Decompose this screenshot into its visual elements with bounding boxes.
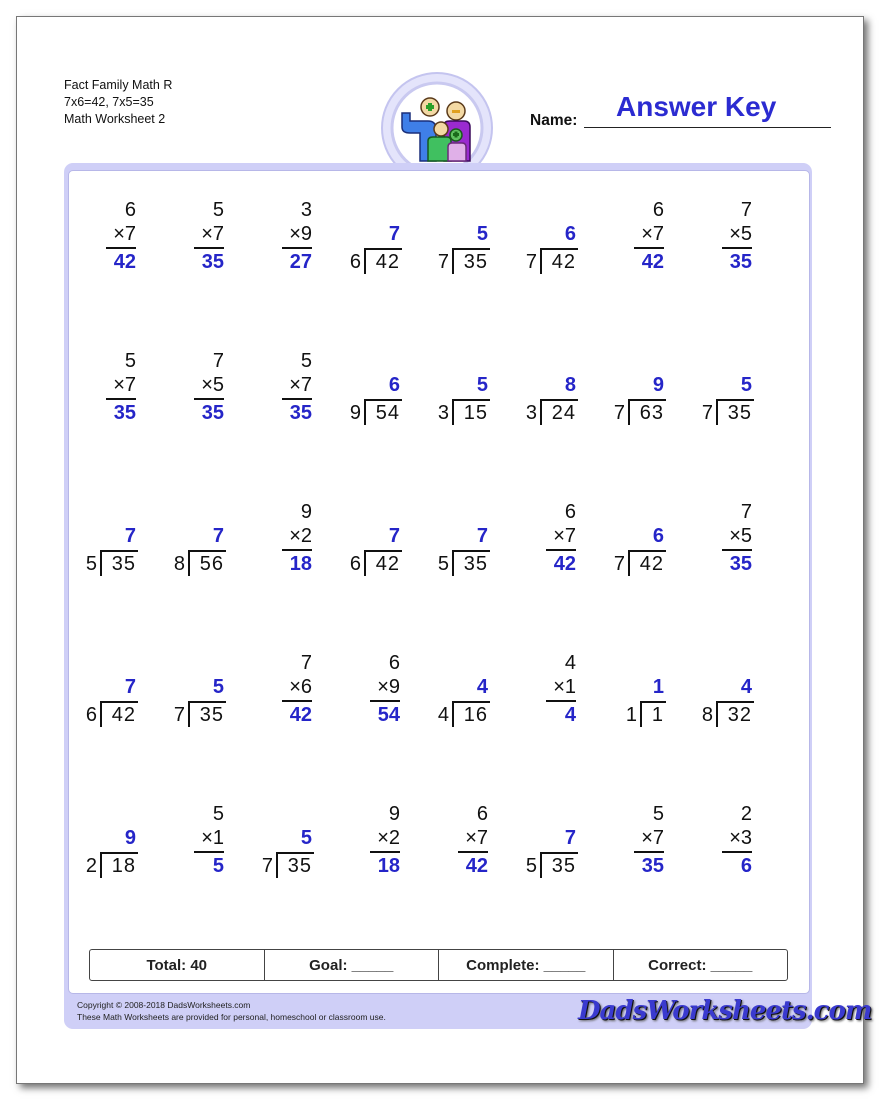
name-underline <box>584 127 831 128</box>
division-problem <box>58 651 136 731</box>
quotient-answer: 5 <box>212 676 224 698</box>
worksheet-title: Fact Family Math R <box>64 78 173 92</box>
brand-logo: DadsWorksheets.com <box>578 996 872 1026</box>
factor-top: 6 <box>388 652 400 674</box>
product-answer: 35 <box>641 855 664 877</box>
factor-top: 7 <box>212 350 224 372</box>
product-line <box>634 247 664 249</box>
division-problem <box>146 651 224 731</box>
factor-top: 5 <box>212 803 224 825</box>
factor-bottom: ×5 <box>729 223 752 245</box>
divisor: 7 <box>613 553 625 575</box>
score-complete[interactable]: Complete: _____ <box>439 950 614 980</box>
divisor: 5 <box>525 855 537 877</box>
factor-top: 4 <box>564 652 576 674</box>
usage-notice: These Math Worksheets are provided for personal, homeschool or classroom use. <box>77 1012 386 1022</box>
factor-bottom: ×7 <box>553 525 576 547</box>
product-answer: 42 <box>465 855 488 877</box>
divisor: 9 <box>349 402 361 424</box>
quotient-answer: 5 <box>476 223 488 245</box>
factor-top: 6 <box>124 199 136 221</box>
copyright-text: Copyright © 2008-2018 DadsWorksheets.com <box>77 1000 251 1010</box>
score-total: Total: 40 <box>90 950 265 980</box>
factor-top: 5 <box>212 199 224 221</box>
factor-bottom: ×1 <box>201 827 224 849</box>
product-answer: 18 <box>289 553 312 575</box>
divisor: 5 <box>437 553 449 575</box>
division-problem <box>322 500 400 580</box>
factor-bottom: ×7 <box>289 374 312 396</box>
division-problem <box>674 651 752 731</box>
factor-top: 5 <box>652 803 664 825</box>
dividend: 42 <box>375 553 400 575</box>
division-problem <box>410 651 488 731</box>
multiplication-problem <box>58 349 136 429</box>
quotient-answer: 7 <box>124 676 136 698</box>
product-line <box>282 700 312 702</box>
divisor: 6 <box>85 704 97 726</box>
divisor: 2 <box>85 855 97 877</box>
multiplication-problem <box>146 198 224 278</box>
divisor: 7 <box>613 402 625 424</box>
dividend: 35 <box>727 402 752 424</box>
product-answer: 54 <box>377 704 400 726</box>
multiplication-problem <box>586 198 664 278</box>
quotient-answer: 7 <box>388 223 400 245</box>
factor-top: 9 <box>388 803 400 825</box>
division-problem <box>58 500 136 580</box>
factor-bottom: ×5 <box>201 374 224 396</box>
product-answer: 35 <box>729 251 752 273</box>
product-answer: 42 <box>113 251 136 273</box>
product-line <box>546 700 576 702</box>
factor-bottom: ×2 <box>289 525 312 547</box>
factor-top: 7 <box>740 199 752 221</box>
divisor: 7 <box>173 704 185 726</box>
product-line <box>282 549 312 551</box>
dividend: 42 <box>111 704 136 726</box>
divisor: 6 <box>349 553 361 575</box>
dividend: 35 <box>199 704 224 726</box>
quotient-answer: 4 <box>740 676 752 698</box>
product-line <box>722 549 752 551</box>
dividend: 56 <box>199 553 224 575</box>
product-line <box>282 247 312 249</box>
product-line <box>194 398 224 400</box>
multiplication-problem <box>674 198 752 278</box>
quotient-answer: 6 <box>652 525 664 547</box>
multiplication-problem <box>146 349 224 429</box>
name-field[interactable] <box>530 88 832 130</box>
score-bar <box>89 949 788 981</box>
quotient-answer: 7 <box>476 525 488 547</box>
quotient-answer: 6 <box>564 223 576 245</box>
product-line <box>194 247 224 249</box>
product-answer: 42 <box>289 704 312 726</box>
product-answer: 35 <box>201 402 224 424</box>
answer-key-label: Answer Key <box>616 91 777 122</box>
product-line <box>106 398 136 400</box>
product-line <box>370 851 400 853</box>
dividend: 15 <box>463 402 488 424</box>
product-answer: 27 <box>289 251 312 273</box>
multiplication-problem <box>674 802 752 882</box>
dividend: 63 <box>639 402 664 424</box>
divisor: 3 <box>525 402 537 424</box>
factor-bottom: ×7 <box>113 374 136 396</box>
division-problem <box>498 198 576 278</box>
multiplication-problem <box>322 651 400 731</box>
dividend: 16 <box>463 704 488 726</box>
factor-bottom: ×7 <box>201 223 224 245</box>
factor-top: 9 <box>300 501 312 523</box>
factor-bottom: ×7 <box>641 223 664 245</box>
worksheet-number: Math Worksheet 2 <box>64 112 166 126</box>
divisor: 7 <box>261 855 273 877</box>
product-line <box>458 851 488 853</box>
factor-bottom: ×5 <box>729 525 752 547</box>
product-answer: 35 <box>729 553 752 575</box>
worksheet-facts: 7x6=42, 7x5=35 <box>64 95 154 109</box>
factor-bottom: ×2 <box>377 827 400 849</box>
division-problem <box>58 802 136 882</box>
dividend: 42 <box>551 251 576 273</box>
division-problem <box>410 500 488 580</box>
quotient-answer: 5 <box>300 827 312 849</box>
name-label: Name: <box>530 112 578 129</box>
factor-top: 3 <box>300 199 312 221</box>
divisor: 4 <box>437 704 449 726</box>
factor-bottom: ×6 <box>289 676 312 698</box>
division-problem <box>498 349 576 429</box>
divisor: 6 <box>349 251 361 273</box>
multiplication-problem <box>674 500 752 580</box>
factor-bottom: ×3 <box>729 827 752 849</box>
product-line <box>106 247 136 249</box>
division-problem <box>322 198 400 278</box>
division-problem <box>146 500 224 580</box>
divisor: 7 <box>701 402 713 424</box>
factor-top: 5 <box>300 350 312 372</box>
factor-top: 2 <box>740 803 752 825</box>
quotient-answer: 4 <box>476 676 488 698</box>
dividend: 42 <box>639 553 664 575</box>
division-problem <box>322 349 400 429</box>
product-line <box>722 247 752 249</box>
factor-top: 7 <box>740 501 752 523</box>
multiplication-problem <box>498 500 576 580</box>
multiplication-problem <box>146 802 224 882</box>
division-problem <box>586 500 664 580</box>
dividend: 35 <box>287 855 312 877</box>
product-answer: 42 <box>553 553 576 575</box>
multiplication-problem <box>58 198 136 278</box>
multiplication-problem <box>234 198 312 278</box>
factor-bottom: ×1 <box>553 676 576 698</box>
product-answer: 5 <box>212 855 224 877</box>
product-line <box>194 851 224 853</box>
divisor: 7 <box>525 251 537 273</box>
factor-bottom: ×7 <box>113 223 136 245</box>
factor-bottom: ×9 <box>377 676 400 698</box>
factor-bottom: ×7 <box>465 827 488 849</box>
dividend: 32 <box>727 704 752 726</box>
worksheet-header <box>64 77 172 128</box>
dividend: 35 <box>551 855 576 877</box>
multiplication-problem <box>498 651 576 731</box>
factor-top: 6 <box>652 199 664 221</box>
dividend: 54 <box>375 402 400 424</box>
quotient-answer: 7 <box>124 525 136 547</box>
factor-top: 6 <box>564 501 576 523</box>
product-line <box>546 549 576 551</box>
product-answer: 6 <box>740 855 752 877</box>
multiplication-problem <box>322 802 400 882</box>
quotient-answer: 7 <box>564 827 576 849</box>
factor-top: 7 <box>300 652 312 674</box>
dividend: 24 <box>551 402 576 424</box>
product-answer: 4 <box>564 704 576 726</box>
multiplication-problem <box>234 500 312 580</box>
divisor: 7 <box>437 251 449 273</box>
multiplication-problem <box>410 802 488 882</box>
dividend: 35 <box>463 251 488 273</box>
divisor: 3 <box>437 402 449 424</box>
divisor: 8 <box>173 553 185 575</box>
dividend: 35 <box>463 553 488 575</box>
product-answer: 35 <box>113 402 136 424</box>
division-problem <box>674 349 752 429</box>
multiplication-problem <box>586 802 664 882</box>
score-goal[interactable]: Goal: _____ <box>265 950 440 980</box>
product-line <box>370 700 400 702</box>
quotient-answer: 7 <box>212 525 224 547</box>
divisor: 1 <box>625 704 637 726</box>
product-line <box>722 851 752 853</box>
product-answer: 35 <box>289 402 312 424</box>
quotient-answer: 9 <box>124 827 136 849</box>
division-problem <box>586 349 664 429</box>
quotient-answer: 5 <box>476 374 488 396</box>
multiplication-problem <box>234 651 312 731</box>
factor-bottom: ×7 <box>641 827 664 849</box>
quotient-answer: 1 <box>652 676 664 698</box>
dividend: 18 <box>111 855 136 877</box>
product-answer: 35 <box>201 251 224 273</box>
quotient-answer: 7 <box>388 525 400 547</box>
quotient-answer: 9 <box>652 374 664 396</box>
factor-bottom: ×9 <box>289 223 312 245</box>
quotient-answer: 6 <box>388 374 400 396</box>
factor-top: 6 <box>476 803 488 825</box>
dividend: 42 <box>375 251 400 273</box>
division-problem <box>410 198 488 278</box>
product-line <box>282 398 312 400</box>
division-problem <box>586 651 664 731</box>
product-answer: 18 <box>377 855 400 877</box>
division-problem <box>234 802 312 882</box>
score-correct[interactable]: Correct: _____ <box>648 956 753 974</box>
divisor: 5 <box>85 553 97 575</box>
dividend: 1 <box>651 704 664 726</box>
quotient-answer: 5 <box>740 374 752 396</box>
division-problem <box>410 349 488 429</box>
footer-text <box>77 999 386 1023</box>
product-line <box>634 851 664 853</box>
factor-top: 5 <box>124 350 136 372</box>
quotient-answer: 8 <box>564 374 576 396</box>
multiplication-problem <box>234 349 312 429</box>
divisor: 8 <box>701 704 713 726</box>
product-answer: 42 <box>641 251 664 273</box>
dividend: 35 <box>111 553 136 575</box>
division-problem <box>498 802 576 882</box>
